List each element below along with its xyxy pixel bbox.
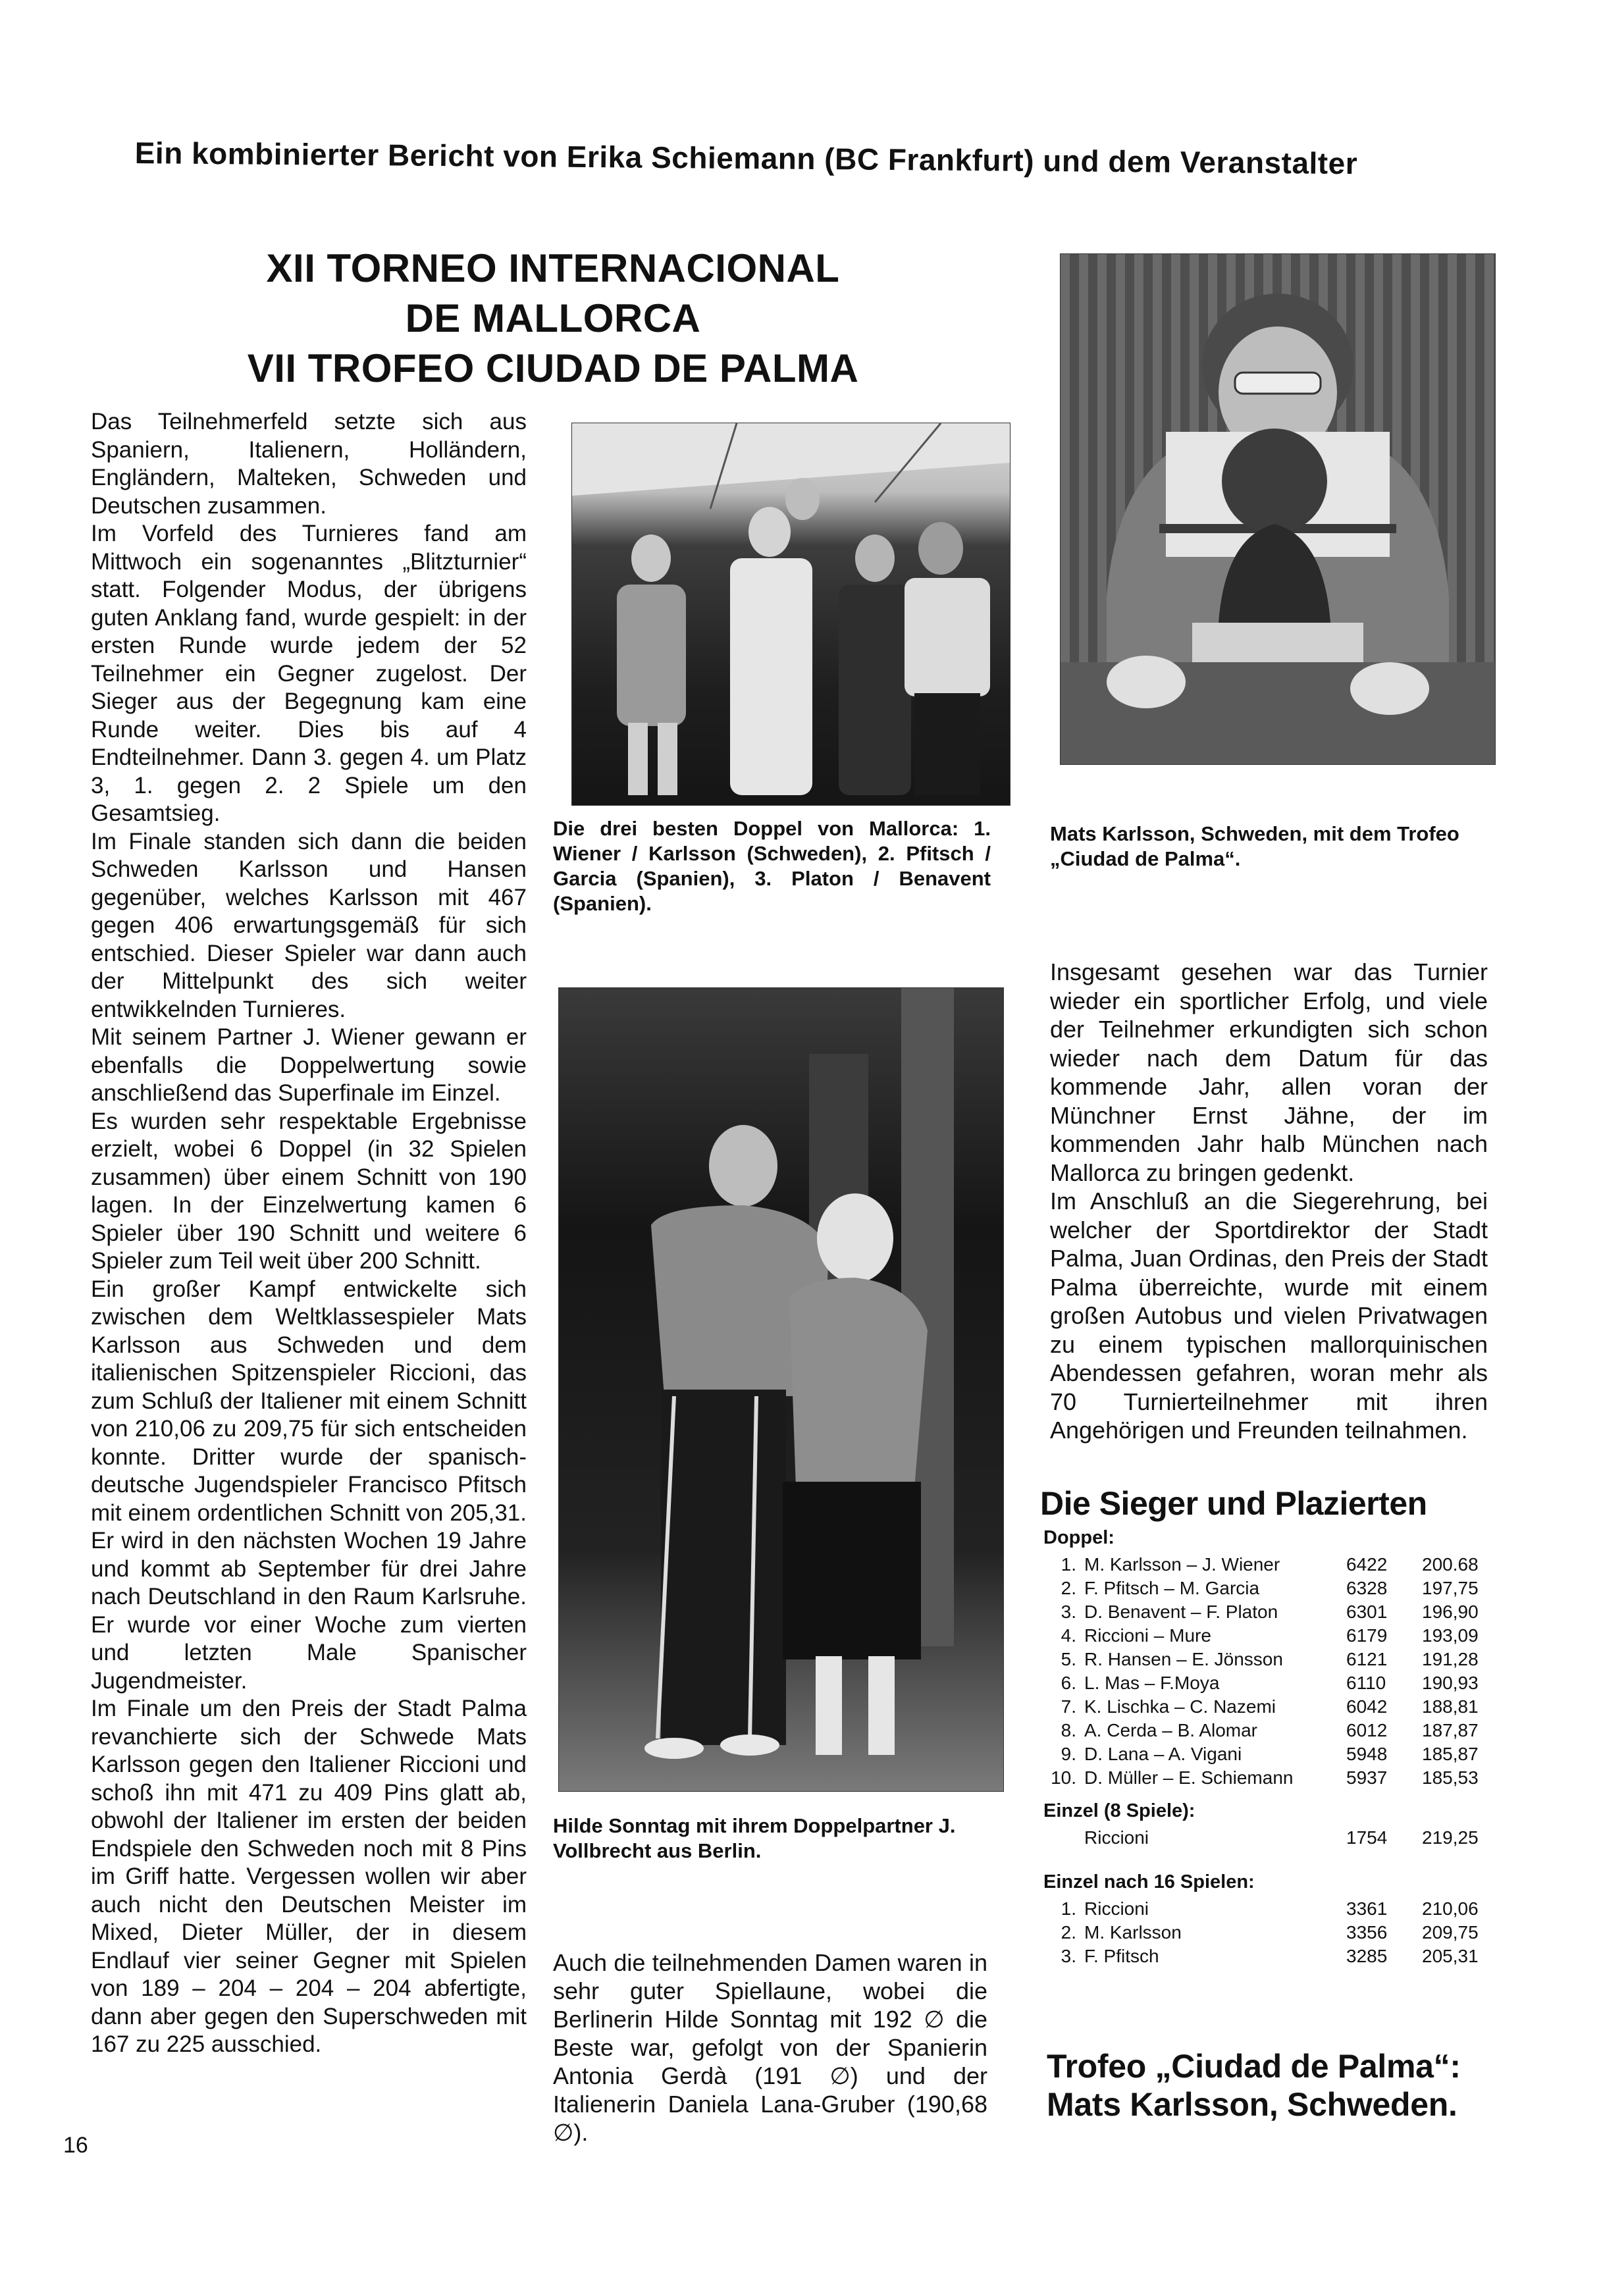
byline: Ein kombinierter Bericht von Erika Schiemann (BC Frankfurt) und dem Veranstalter — [134, 135, 1358, 181]
einzel-16-table — [1043, 1897, 1491, 1968]
paragraph: Im Vorfeld des Turnieres fand am Mittwoch ein sogenanntes „Blitzturnier“ statt. Folgender Modus, der übrigens guten Anklang fand, wurde gespielt: in der ersten Runde wurde jedem der 52 Teilnehmer ein Gegner zugelost. Der Sieger aus der Begegnung kam eine Runde weiter. Dies bis auf 4 Endteilnehmer. Dann 3. gegen 4. um Platz 3, 1. gegen 2. 2 Spiele um den Gesamtsieg. — [91, 521, 527, 826]
rank-cell: 6. — [1061, 1673, 1076, 1693]
paragraph: Im Anschluß an die Siegerehrung, bei welcher der Sportdirektor der Stadt Palma, Juan Ordinas, den Preis der Stadt Palma überreichte, wurde mit einem großen Autobus und vielen Privatwagen zu einem typischen mallorquinischen Abendessen gefahren, woran mehr als 70 Turnierteilnehmer mit ihren Angehörigen und Freunden teilnahmen. — [1050, 1187, 1488, 1444]
article-middle-bottom — [553, 1948, 987, 2147]
name-cell: R. Hansen – E. Jönsson — [1084, 1649, 1283, 1669]
page-title — [197, 244, 908, 394]
title-line-2: DE MALLORCA — [405, 296, 701, 340]
name-cell: Riccioni — [1084, 1827, 1149, 1848]
trophy-summary — [1047, 2047, 1508, 2124]
name-cell: M. Karlsson – J. Wiener — [1084, 1554, 1280, 1575]
name-cell: L. Mas – F.Moya — [1084, 1673, 1220, 1693]
einzel-16-label: Einzel nach 16 Spielen: — [1043, 1871, 1255, 1892]
results-einzel-16 — [1043, 1871, 1491, 1968]
paragraph: Im Finale standen sich dann die beiden Schweden Karlsson und Hansen gegenüber, welches Karlsson mit 467 gegen 406 erwartungsgemäß für sich entschied. Dieser Spieler war dann auch der Mittelpunkt des sich weiter entwikkelnden Turnieres. — [91, 828, 527, 1022]
table-row — [1043, 1766, 1491, 1790]
name-cell: K. Lischka – C. Nazemi — [1084, 1696, 1276, 1717]
rank-cell: 10. — [1051, 1767, 1076, 1788]
average-cell: 187,87 — [1422, 1720, 1479, 1740]
pins-cell: 6042 — [1346, 1696, 1388, 1717]
average-cell: 193,09 — [1422, 1625, 1479, 1646]
name-cell: D. Müller – E. Schiemann — [1084, 1767, 1294, 1788]
article-right-column — [1050, 958, 1488, 1445]
karlsson-trophy-photo — [1060, 253, 1496, 765]
pins-cell: 6110 — [1346, 1673, 1386, 1693]
paragraph: Im Finale um den Preis der Stadt Palma revanchierte sich der Schwede Mats Karlsson gegen den Italiener Riccioni und schoß ihn mit 471 zu 409 Pins glatt ab, obwohl der Italiener im ersten der beiden Endspiele den Schweden noch mit 8 Pins im Griff hatte. Vergessen wollen wir aber auch nicht den Deutschen Meister im Mixed, Dieter Müller, der in diesem Endlauf vier seiner Gegner mit Spielen von 189 – 204 – 204 – 204 abfertigte, dann aber gegen den Superschweden mit 167 zu 225 ausschied. — [91, 1696, 527, 2057]
table-row — [1043, 1826, 1491, 1850]
paragraph: Ein großer Kampf entwickelte sich zwischen dem Weltklassespieler Mats Karlsson aus Schweden und dem italienischen Spitzenspieler Riccioni, das zum Schluß der Italiener mit einem Schnitt von 210,06 zu 209,75 für sich entscheiden konnte. Dritter wurde der spanisch-deutsche Jugendspieler Francisco Pfitsch mit einem ordentlichen Schnitt von 205,31. Er wird in den nächsten Wochen 19 Jahre und kommt ab September für drei Jahre nach Deutschland in den Raum Karlsruhe. Er wurde vor einer Woche zum vierten und letzten Male Spanischer Jugendmeister. — [91, 1276, 527, 1694]
rank-cell: 9. — [1061, 1744, 1076, 1764]
couple-photo-icon — [559, 988, 1003, 1791]
pins-cell: 5937 — [1346, 1767, 1388, 1788]
name-cell: F. Pfitsch — [1084, 1946, 1159, 1966]
average-cell: 219,25 — [1422, 1827, 1479, 1848]
average-cell: 185,87 — [1422, 1744, 1479, 1764]
pins-cell: 6301 — [1346, 1602, 1388, 1622]
rank-cell: 4. — [1061, 1625, 1076, 1646]
portrait-trophy-photo-icon — [1061, 254, 1495, 764]
trophy-line-1: Trofeo „Ciudad de Palma“: — [1047, 2048, 1461, 2085]
rank-cell: 3. — [1061, 1946, 1076, 1966]
table-row — [1043, 1648, 1491, 1671]
results-doppel — [1043, 1527, 1491, 1790]
table-row — [1043, 1577, 1491, 1600]
rank-cell: 1. — [1061, 1554, 1076, 1575]
table-row — [1043, 1600, 1491, 1624]
average-cell: 210,06 — [1422, 1898, 1479, 1919]
table-row — [1043, 1921, 1491, 1944]
average-cell: 200.68 — [1422, 1554, 1479, 1575]
pins-cell: 3361 — [1346, 1898, 1388, 1919]
average-cell: 205,31 — [1422, 1946, 1479, 1966]
results-heading: Die Sieger und Plazierten — [1040, 1485, 1427, 1522]
paragraph: Es wurden sehr respektable Ergebnisse erzielt, wobei 6 Doppel (in 32 Spielen zusammen) über einem Schnitt von 190 lagen. In der Einzelwertung kamen 6 Spieler über 190 Schnitt und weitere 6 Spieler zum Teil weit über 200 Schnitt. — [91, 1108, 527, 1274]
average-cell: 191,28 — [1422, 1649, 1479, 1669]
hilde-photo-caption: Hilde Sonntag mit ihrem Doppelpartner J. Vollbrecht aus Berlin. — [553, 1814, 956, 1862]
paragraph: Das Teilnehmerfeld setzte sich aus Spaniern, Italienern, Holländern, Engländern, Malteken, Schweden und Deutschen zusammen. — [91, 409, 527, 519]
doppel-table — [1043, 1553, 1491, 1790]
paragraph: Insgesamt gesehen war das Turnier wieder ein sportlicher Erfolg, und viele der Teilnehmer erkundigten sich schon wieder nach dem Datum für das kommende Jahr, allen voran der Münchner Ernst Jähne, der im kommenden Jahr halb München nach Mallorca zu bringen gedenkt. — [1050, 958, 1488, 1186]
table-row — [1043, 1897, 1491, 1921]
page-number: 16 — [63, 2133, 88, 2158]
name-cell: D. Benavent – F. Platon — [1084, 1602, 1278, 1622]
einzel-8-table — [1043, 1826, 1491, 1850]
pins-cell: 6012 — [1346, 1720, 1388, 1740]
table-row — [1043, 1742, 1491, 1766]
group-photo-icon — [572, 423, 1010, 805]
doubles-photo-caption: Die drei besten Doppel von Mallorca: 1. Wiener / Karlsson (Schweden), 2. Pfitsch / Garcia (Spanien), 3. Platon / Benavent (Spanien). — [553, 817, 991, 915]
table-row — [1043, 1944, 1491, 1968]
rank-cell: 2. — [1061, 1922, 1076, 1943]
trophy-line-2: Mats Karlsson, Schweden. — [1047, 2086, 1457, 2123]
name-cell: M. Karlsson — [1084, 1922, 1182, 1943]
average-cell: 196,90 — [1422, 1602, 1479, 1622]
table-row — [1043, 1553, 1491, 1577]
pins-cell: 1754 — [1346, 1827, 1388, 1848]
pins-cell: 3356 — [1346, 1922, 1388, 1943]
doubles-photo — [571, 423, 1010, 806]
average-cell: 197,75 — [1422, 1578, 1479, 1598]
rank-cell: 2. — [1061, 1578, 1076, 1598]
doppel-label: Doppel: — [1043, 1527, 1115, 1548]
article-left-column — [91, 408, 527, 2059]
name-cell: F. Pfitsch – M. Garcia — [1084, 1578, 1260, 1598]
table-row — [1043, 1719, 1491, 1742]
average-cell: 185,53 — [1422, 1767, 1479, 1788]
paragraph: Mit seinem Partner J. Wiener gewann er ebenfalls die Doppelwertung sowie anschließend das Superfinale im Einzel. — [91, 1024, 527, 1106]
name-cell: D. Lana – A. Vigani — [1084, 1744, 1242, 1764]
name-cell: Riccioni – Mure — [1084, 1625, 1211, 1646]
karlsson-photo-caption: Mats Karlsson, Schweden, mit dem Trofeo „Ciudad de Palma“. — [1050, 822, 1459, 870]
title-line-1: XII TORNEO INTERNACIONAL — [266, 246, 840, 290]
average-cell: 188,81 — [1422, 1696, 1479, 1717]
name-cell: Riccioni — [1084, 1898, 1149, 1919]
title-line-3: VII TROFEO CIUDAD DE PALMA — [247, 346, 859, 390]
average-cell: 190,93 — [1422, 1673, 1479, 1693]
average-cell: 209,75 — [1422, 1922, 1479, 1943]
rank-cell: 8. — [1061, 1720, 1076, 1740]
pins-cell: 3285 — [1346, 1946, 1388, 1966]
rank-cell: 7. — [1061, 1696, 1076, 1717]
name-cell: A. Cerda – B. Alomar — [1084, 1720, 1258, 1740]
pins-cell: 6121 — [1346, 1649, 1388, 1669]
hilde-sonntag-photo — [558, 987, 1004, 1792]
pins-cell: 6179 — [1346, 1625, 1388, 1646]
paragraph: Auch die teilnehmenden Damen waren in sehr guter Spiellaune, wobei die Berlinerin Hilde Sonntag mit 192 ∅ die Beste war, gefolgt von der Spanierin Antonia Gerdà (191 ∅) und der Italienerin Daniela Lana-Gruber (190,68 ∅). — [553, 1949, 987, 2146]
pins-cell: 6422 — [1346, 1554, 1388, 1575]
table-row — [1043, 1624, 1491, 1648]
einzel-8-label: Einzel (8 Spiele): — [1043, 1800, 1195, 1821]
pins-cell: 6328 — [1346, 1578, 1388, 1598]
pins-cell: 5948 — [1346, 1744, 1388, 1764]
rank-cell: 5. — [1061, 1649, 1076, 1669]
table-row — [1043, 1695, 1491, 1719]
results-einzel-8 — [1043, 1800, 1491, 1850]
rank-cell: 3. — [1061, 1602, 1076, 1622]
rank-cell: 1. — [1061, 1898, 1076, 1919]
table-row — [1043, 1671, 1491, 1695]
